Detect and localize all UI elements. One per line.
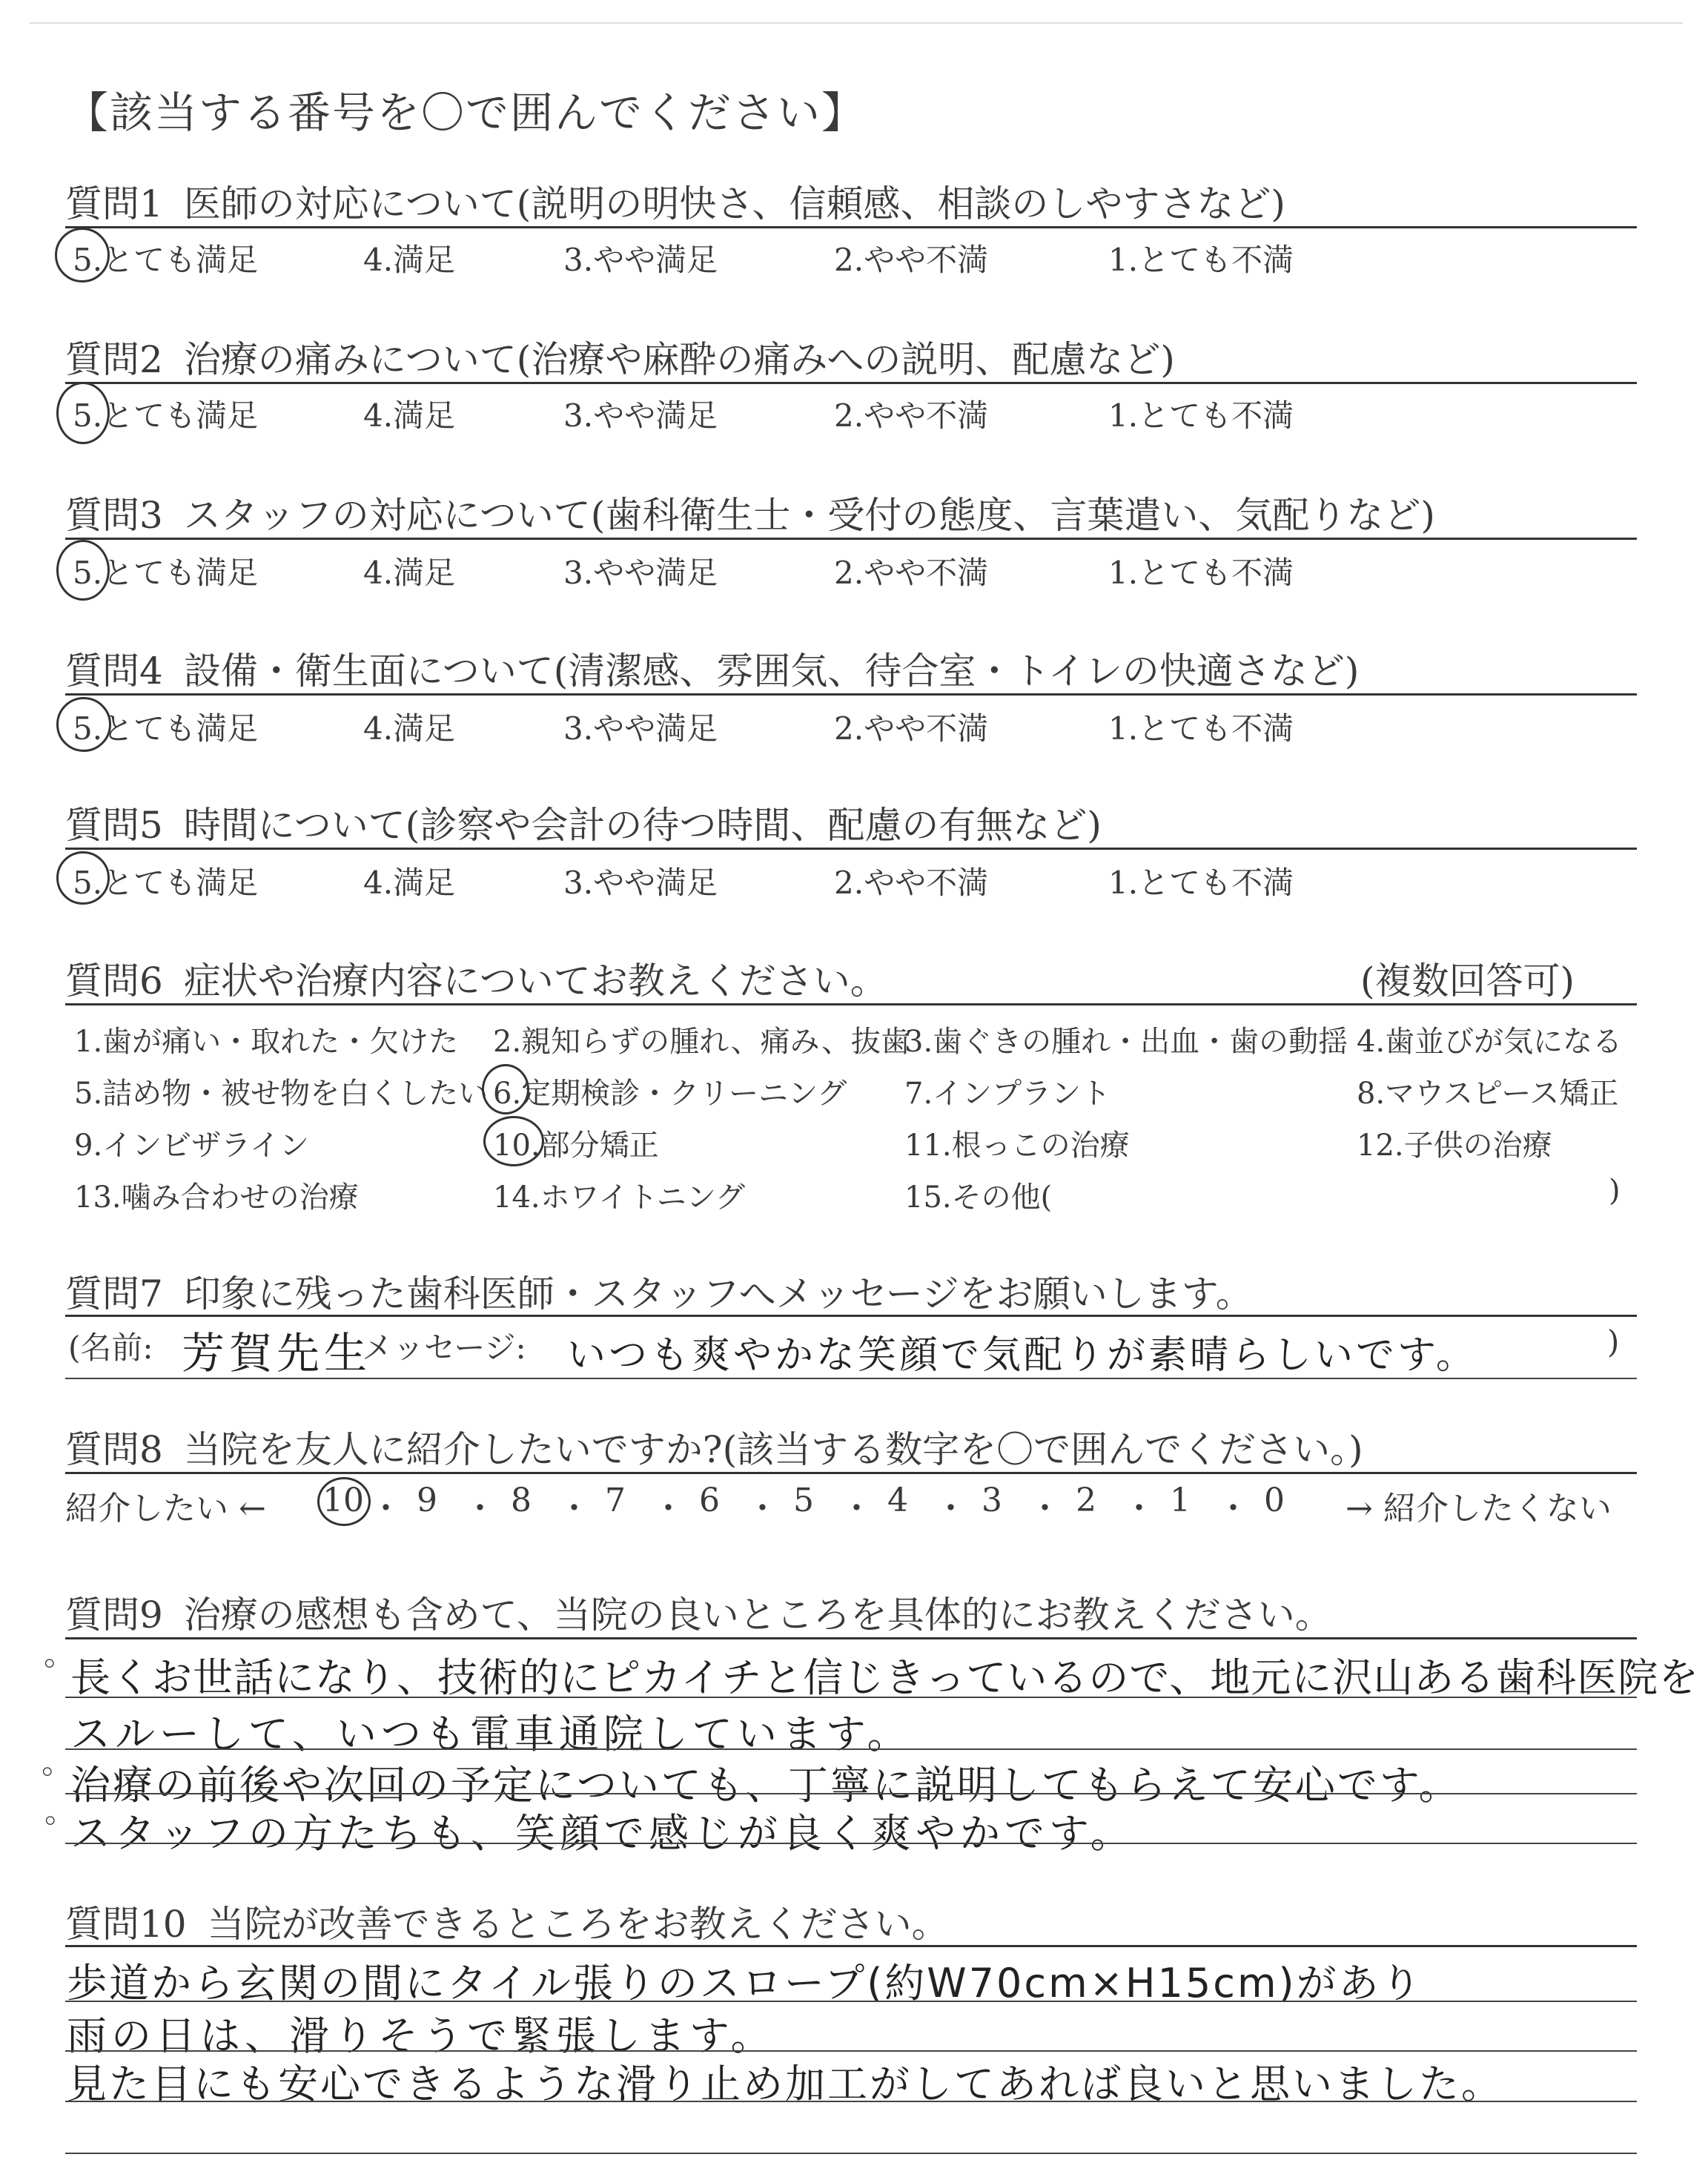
recommend-right-label: → 紹介したくない	[1345, 1490, 1612, 1527]
q6-option-10[interactable]: 10.部分矯正	[493, 1129, 659, 1163]
divider	[65, 382, 1637, 384]
q1-option-1[interactable]: 1.とても不満	[1108, 242, 1294, 278]
name-value[interactable]: 芳賀先生	[182, 1328, 372, 1378]
answer-line[interactable]: 治療の前後や次回の予定についても、丁寧に説明してもらえて安心です。	[70, 1762, 1461, 1809]
q1-option-2[interactable]: 2.やや不満	[834, 242, 989, 278]
q6-option-9[interactable]: 9.インビザライン	[74, 1129, 309, 1163]
question-number: 質問4	[65, 650, 163, 693]
q6-option-1[interactable]: 1.歯が痛い・取れた・欠けた	[74, 1025, 459, 1059]
scale-separator: ・	[840, 1490, 873, 1527]
q2-option-5[interactable]: 5.とても満足	[73, 397, 259, 434]
answer-line[interactable]: スタッフの方たちも、笑顔で感じが良く爽やかです。	[70, 1810, 1135, 1857]
question-text: スタッフの対応について(歯科衛生士・受付の態度、言葉遣い、気配りなど)	[183, 494, 1435, 537]
divider	[65, 226, 1637, 228]
bullet-icon: ◦	[41, 1648, 59, 1682]
divider	[65, 1843, 1637, 1844]
question-text: 医師の対応について(説明の明快さ、信頼感、相談のしやすさなど)	[183, 182, 1285, 225]
q1-option-5[interactable]: 5.とても満足	[73, 242, 259, 278]
q2-option-2[interactable]: 2.やや不満	[834, 397, 989, 434]
q6-option-5[interactable]: 5.詰め物・被せ物を白くしたい	[74, 1077, 489, 1111]
question-text: 印象に残った歯科医師・スタッフへメッセージをお願いします。	[183, 1272, 1253, 1315]
question-number: 質問5	[65, 804, 163, 847]
q4-option-3[interactable]: 3.やや満足	[563, 710, 718, 747]
q3-option-3[interactable]: 3.やや満足	[563, 555, 718, 591]
scale-option-5[interactable]: 5	[793, 1482, 814, 1519]
scan-top-edge	[30, 22, 1683, 24]
question-number: 質問1	[65, 182, 163, 225]
question-text: 時間について(診察や会計の待つ時間、配慮の有無など)	[183, 804, 1102, 847]
divider	[65, 2001, 1637, 2002]
question-text: 治療の感想も含めて、当院の良いところを具体的にお教えください。	[183, 1593, 1332, 1636]
divider	[65, 2153, 1637, 2154]
answer-line[interactable]: 長くお世話になり、技術的にピカイチと信じきっているので、地元に沢山ある歯科医院を	[70, 1654, 1700, 1701]
recommend-left-label: 紹介したい ←	[65, 1490, 266, 1527]
divider	[65, 1378, 1637, 1379]
question-text: 治療の痛みについて(治療や麻酔の痛みへの説明、配慮など)	[183, 338, 1175, 381]
question-1	[65, 174, 1285, 228]
message-value[interactable]: いつも爽やかな笑顔で気配りが素晴らしいです。	[567, 1333, 1477, 1378]
question-text: 設備・衛生面について(清潔感、雰囲気、待合室・トイレの快適さなど)	[183, 650, 1360, 693]
divider	[65, 1793, 1637, 1794]
q6-option-15-close: )	[1609, 1174, 1621, 1208]
q6-option-7[interactable]: 7.インプラント	[904, 1077, 1111, 1111]
question-number: 質問6	[65, 960, 163, 1003]
question-2	[65, 330, 1175, 383]
scale-separator: ・	[463, 1490, 497, 1527]
q6-option-13[interactable]: 13.噛み合わせの治療	[74, 1180, 359, 1215]
scale-separator: ・	[1122, 1490, 1156, 1527]
scale-option-0[interactable]: 0	[1264, 1482, 1285, 1519]
scale-option-4[interactable]: 4	[887, 1482, 908, 1519]
scale-separator: ・	[746, 1490, 779, 1527]
q6-option-11[interactable]: 11.根っこの治療	[904, 1129, 1130, 1163]
q6-option-8[interactable]: 8.マウスピース矯正	[1357, 1077, 1619, 1111]
scale-option-10[interactable]: 10	[322, 1482, 364, 1519]
q4-option-1[interactable]: 1.とても不満	[1108, 710, 1294, 747]
answer-line[interactable]: 雨の日は、滑りそうで緊張します。	[67, 2012, 775, 2059]
page-header: 【該当する番号を〇で囲んでください】	[65, 87, 867, 138]
answer-line[interactable]: スルーして、いつも電車通院しています。	[70, 1711, 912, 1757]
divider	[65, 693, 1637, 696]
q5-option-5[interactable]: 5.とても満足	[73, 865, 259, 901]
scale-option-1[interactable]: 1	[1170, 1482, 1191, 1519]
q1-option-4[interactable]: 4.満足	[363, 242, 456, 278]
bullet-icon: ◦	[42, 1805, 59, 1839]
q5-option-1[interactable]: 1.とても不満	[1108, 865, 1294, 901]
q3-option-2[interactable]: 2.やや不満	[834, 555, 989, 591]
divider	[65, 848, 1637, 850]
question-4	[65, 641, 1359, 695]
divider	[65, 1945, 1637, 1947]
question-number: 質問8	[65, 1428, 163, 1471]
scale-option-7[interactable]: 7	[605, 1482, 626, 1519]
q6-option-14[interactable]: 14.ホワイトニング	[493, 1180, 746, 1215]
question-text: 症状や治療内容についてお教えください。	[183, 960, 887, 1003]
question-number: 質問7	[65, 1272, 163, 1315]
scale-option-8[interactable]: 8	[511, 1482, 532, 1519]
multiple-answer-note: (複数回答可)	[1360, 960, 1575, 1003]
divider	[65, 1315, 1637, 1317]
divider	[65, 2101, 1637, 2102]
scale-separator: ・	[1028, 1490, 1062, 1527]
scale-separator: ・	[1217, 1490, 1250, 1527]
question-text: 当院が改善できるところをお教えください。	[207, 1903, 949, 1946]
q5-option-4[interactable]: 4.満足	[363, 865, 456, 901]
q3-option-4[interactable]: 4.満足	[363, 555, 456, 591]
q6-option-4[interactable]: 4.歯並びが気になる	[1357, 1025, 1623, 1059]
q5-option-2[interactable]: 2.やや不満	[834, 865, 989, 901]
question-5	[65, 796, 1102, 849]
name-label: (名前:	[68, 1330, 153, 1366]
q6-option-12[interactable]: 12.子供の治療	[1357, 1129, 1552, 1163]
divider	[65, 1003, 1637, 1005]
q2-option-4[interactable]: 4.満足	[363, 397, 456, 434]
q3-option-1[interactable]: 1.とても不満	[1108, 555, 1294, 591]
q5-option-3[interactable]: 3.やや満足	[563, 865, 718, 901]
question-number: 質問2	[65, 338, 163, 381]
q2-option-1[interactable]: 1.とても不満	[1108, 397, 1294, 434]
question-number: 質問10	[65, 1903, 187, 1946]
question-6	[65, 951, 887, 1005]
divider	[65, 1637, 1637, 1639]
q2-option-3[interactable]: 3.やや満足	[563, 397, 718, 434]
question-7	[65, 1264, 1253, 1318]
bullet-icon: ◦	[39, 1756, 56, 1790]
divider	[65, 2050, 1637, 2052]
q6-option-15[interactable]: 15.その他(	[904, 1180, 1053, 1215]
question-text: 当院を友人に紹介したいですか?(該当する数字を〇で囲んでください。)	[183, 1428, 1363, 1471]
message-label: メッセージ:	[362, 1330, 526, 1366]
q4-option-4[interactable]: 4.満足	[363, 710, 456, 747]
divider	[65, 1697, 1637, 1698]
scale-option-9[interactable]: 9	[417, 1482, 437, 1519]
q6-option-6[interactable]: 6.定期検診・クリーニング	[493, 1077, 847, 1111]
answer-line[interactable]: 歩道から玄関の間にタイル張りのスロープ(約W70cm×H15cm)があり	[67, 1960, 1423, 2007]
divider	[65, 1748, 1637, 1750]
scale-separator: ・	[652, 1490, 685, 1527]
q3-option-5[interactable]: 5.とても満足	[73, 555, 259, 591]
question-10	[65, 1895, 949, 1948]
scale-option-6[interactable]: 6	[699, 1482, 720, 1519]
q6-option-3[interactable]: 3.歯ぐきの腫れ・出血・歯の動揺	[904, 1025, 1348, 1059]
question-number: 質問9	[65, 1593, 163, 1636]
scale-separator: ・	[369, 1490, 403, 1527]
scale-option-2[interactable]: 2	[1076, 1482, 1096, 1519]
divider	[65, 1472, 1637, 1474]
q4-option-5[interactable]: 5.とても満足	[73, 710, 259, 747]
q4-option-2[interactable]: 2.やや不満	[834, 710, 989, 747]
q1-option-3[interactable]: 3.やや満足	[563, 242, 718, 278]
question-8	[65, 1420, 1363, 1473]
divider	[65, 538, 1637, 540]
answer-line[interactable]: 見た目にも安心できるような滑り止め加工がしてあれば良いと思いました。	[67, 2061, 1503, 2107]
q6-option-2[interactable]: 2.親知らずの腫れ、痛み、抜歯	[493, 1025, 910, 1059]
scale-separator: ・	[934, 1490, 967, 1527]
question-3	[65, 486, 1435, 539]
question-number: 質問3	[65, 494, 163, 537]
question-9	[65, 1585, 1332, 1639]
scale-separator: ・	[557, 1490, 591, 1527]
message-close: )	[1607, 1324, 1620, 1360]
scale-option-3[interactable]: 3	[982, 1482, 1002, 1519]
